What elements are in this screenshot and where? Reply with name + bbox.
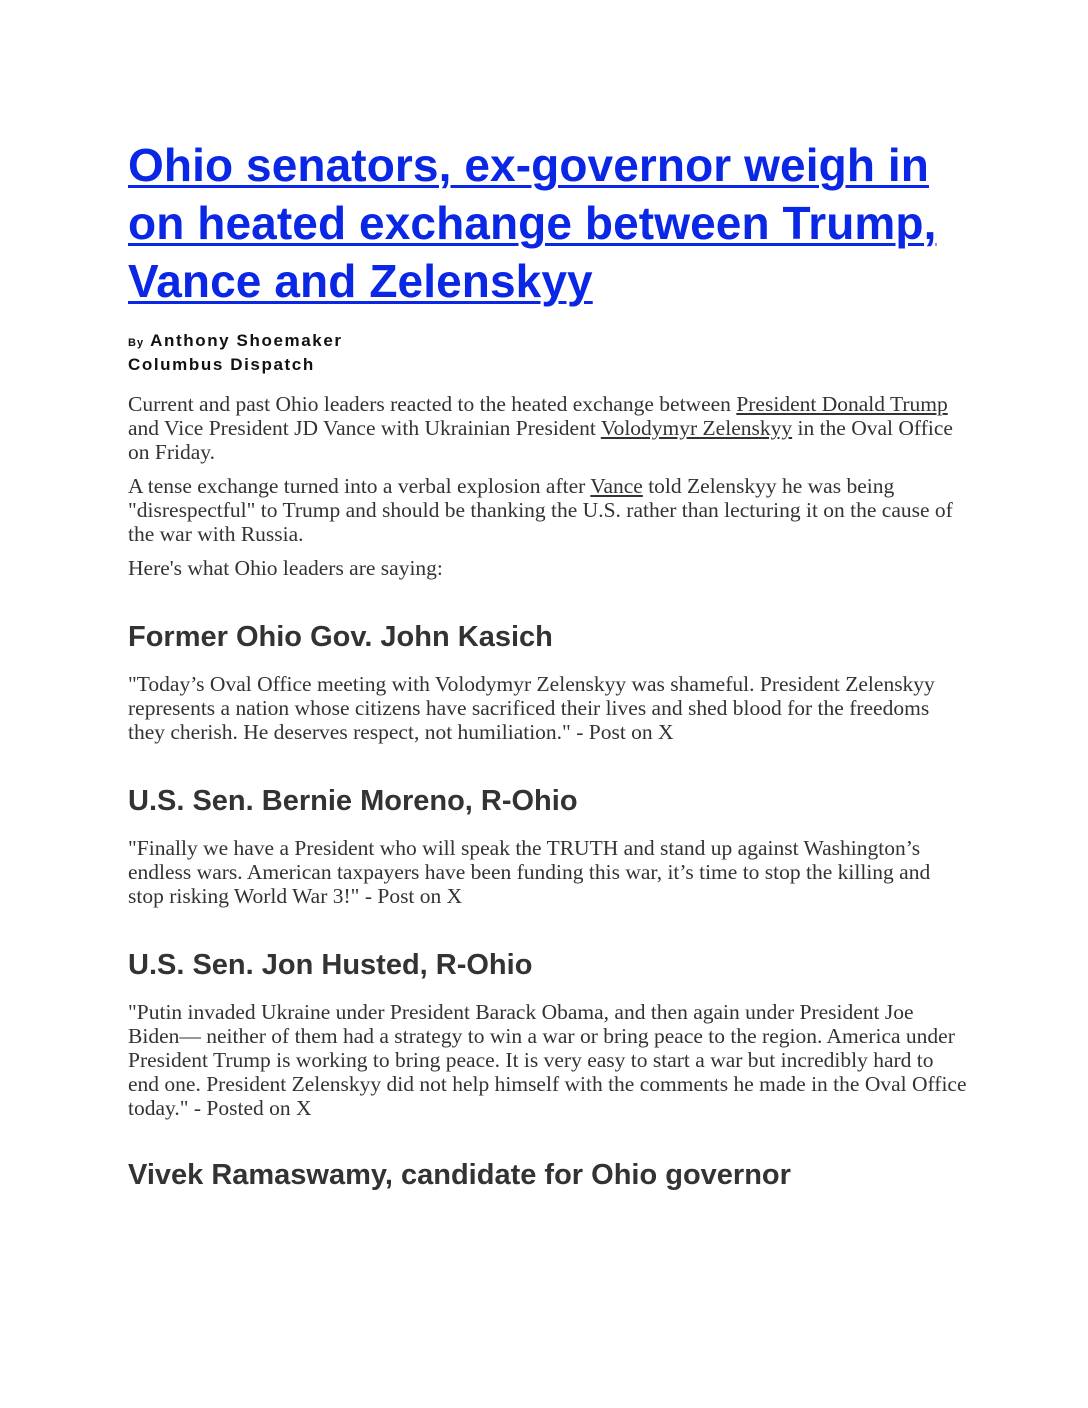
byline <box>128 330 968 376</box>
section-heading-husted: U.S. Sen. Jon Husted, R-Ohio <box>128 949 533 981</box>
intro-p1-text-3: in the Oval Office on Friday. <box>128 416 953 464</box>
outlet-name: Columbus Dispatch <box>128 355 315 374</box>
intro-paragraph-1 <box>128 392 968 464</box>
section-heading-kasich: Former Ohio Gov. John Kasich <box>128 621 553 653</box>
quote-husted: "Putin invaded Ukraine under President Barack Obama, and then again under President Joe Biden— neither of them had a strategy to win a war or bring peace to the region. America under President Trump is working to bring peace. It is very easy to start a war but incredibly hard to end one. President Zelenskyy did not help himself with the comments he made in the Oval Office today." - Posted on X <box>128 1000 967 1120</box>
intro-p2-text-2: told Zelenskyy he was being "disrespectful" to Trump and should be thanking the U.S. rather than lecturing it on the cause of the war with Russia. <box>128 474 953 546</box>
intro-p1-text-2: and Vice President JD Vance with Ukrainian President <box>128 416 601 440</box>
article-headline <box>128 136 968 310</box>
headline-link[interactable]: Ohio senators, ex-governor weigh in on heated exchange between Trump, Vance and Zelenskyy <box>128 139 937 307</box>
intro-p1-text-1: Current and past Ohio leaders reacted to the heated exchange between <box>128 392 737 416</box>
author-name: Anthony Shoemaker <box>150 331 343 350</box>
byline-prefix: By <box>128 337 145 349</box>
intro-paragraph-2 <box>128 474 968 546</box>
link-volodymyr-zelenskyy[interactable]: Volodymyr Zelenskyy <box>600 416 793 440</box>
section-heading-moreno: U.S. Sen. Bernie Moreno, R-Ohio <box>128 785 578 817</box>
article <box>128 136 968 1192</box>
quote-kasich: "Today’s Oval Office meeting with Volodymyr Zelenskyy was shameful. President Zelenskyy represents a nation whose citizens have sacrificed their lives and shed blood for the freedoms they cherish. He deserves respect, not humiliation." - Post on X <box>128 672 935 744</box>
intro-paragraph-3: Here's what Ohio leaders are saying: <box>128 556 443 580</box>
link-vance[interactable]: Vance <box>590 474 643 498</box>
link-donald-trump[interactable]: President Donald Trump <box>736 392 948 416</box>
intro-p2-text-1: A tense exchange turned into a verbal explosion after <box>128 474 591 498</box>
quote-moreno: "Finally we have a President who will speak the TRUTH and stand up against Washington’s endless wars. American taxpayers have been funding this war, it’s time to stop the killing and stop risking World War 3!" - Post on X <box>128 836 931 908</box>
section-heading-ramaswamy: Vivek Ramaswamy, candidate for Ohio governor <box>128 1159 791 1191</box>
